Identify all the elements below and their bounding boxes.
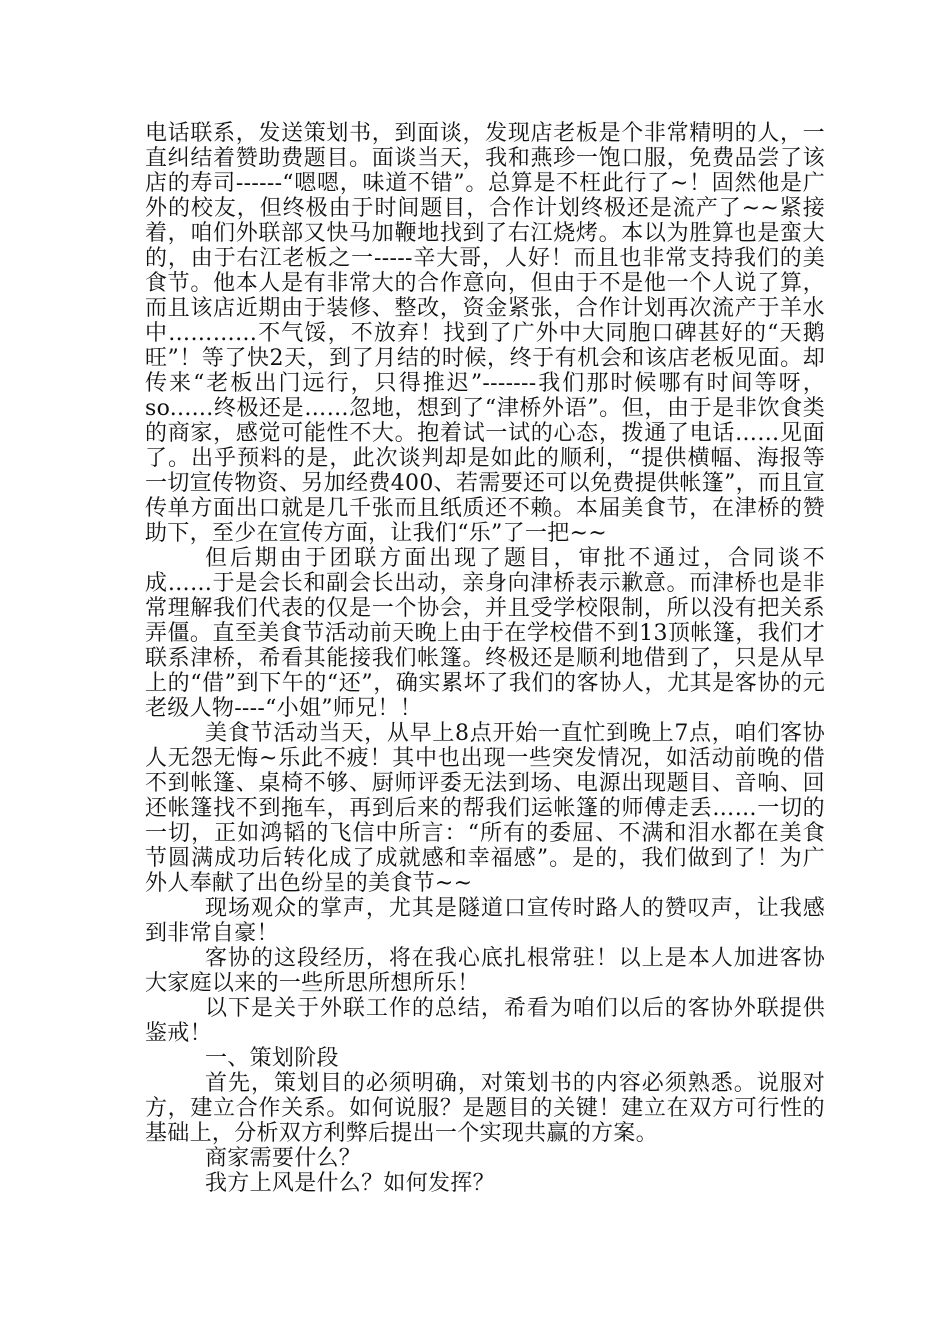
paragraph-sponsor-search: 电话联系，发送策划书，到面谈，发现店老板是个非常精明的人，一直纠结着赞助费题目。面谈当天，我和燕珍一饱口服，免费品尝了该店的寿司------“嗯嗯，味道不错”。总算是不枉此行了~！固然他是广外的校友，但终极由于时间题目，合作计划终极还是流产了~~紧接着，咱们外联部又快马加鞭地找到了右江烧烤。本以为胜算也是蛮大的，由于右江老板之一-----辛大哥，人好！而且也非常支持我们的美食节。他本人是有非常大的合作意向，但由于不是他一个人说了算，而且该店近期由于装修、整改，资金紧张，合作计划再次流产于羊水中…………不气馁，不放弃！找到了广外中大同胞口碑甚好的“天鹅旺”！等了快2天，到了月结的时候，终于有机会和该店老板见面。却传来“老板出门远行，只得推迟”-------我们那时候哪有时间等呀，so......终极还是……忽地，想到了“津桥外语”。但，由于是非饮食类的商家，感觉可能性不大。抱着试一试的心态，拨通了电话……见面了。出乎预料的是，此次谈判却是如此的顺利，“提供横幅、海报等一切宣传物资、另加经费400、若需要还可以免费提供帐篷”，而且宣传单方面出口就是几千张而且纸质还不赖。本届美食节，在津桥的赞助下，至少在宣传方面，让我们“乐”了一把~~ [145, 121, 825, 546]
section-heading-planning: 一、策划阶段 [205, 1046, 339, 1071]
paragraph-planning-first: 首先，策划目的必须明确，对策划书的内容必须熟悉。说服对方，建立合作关系。如何说服？是题目的关键！建立在双方可行性的基础上，分析双方利弊后提出一个实现共赢的方案。 [145, 1071, 825, 1146]
question-our-advantage: 我方上风是什么？如何发挥？ [205, 1171, 495, 1196]
paragraph-audience-applause: 现场观众的掌声，尤其是隧道口宣传时路人的赞叹声，让我感到非常自豪！ [145, 896, 825, 946]
paragraph-summary-intro: 以下是关于外联工作的总结，希看为咱们以后的客协外联提供鉴戒！ [145, 996, 825, 1046]
paragraph-experience-reflection: 客协的这段经历，将在我心底扎根常驻！以上是本人加进客协大家庭以来的一些所思所想所乐！ [145, 946, 825, 996]
question-merchant-needs: 商家需要什么？ [205, 1146, 362, 1171]
paragraph-event-day: 美食节活动当天，从早上8点开始一直忙到晚上7点，咱们客协人无怨无悔~乐此不疲！其中也出现一些突发情况，如活动前晚的借不到帐篷、桌椅不够、厨师评委无法到场、电源出现题目、音响、回还帐篷找不到拖车，再到后来的帮我们运帐篷的师傅走丢……一切的一切，正如鸿韬的飞信中所言：“所有的委屈、不满和泪水都在美食节圆满成功后转化成了成就感和幸福感”。是的，我们做到了！为广外人奉献了出色纷呈的美食节~~ [145, 721, 825, 896]
paragraph-tent-borrowing: 但后期由于团联方面出现了题目，审批不通过，合同谈不成……于是会长和副会长出动，亲身向津桥表示歉意。而津桥也是非常理解我们代表的仅是一个协会，并且受学校限制，所以没有把关系弄僵。直至美食节活动前天晚上由于在学校借不到13顶帐篷，我们才联系津桥，希看其能接我们帐篷。终极还是顺利地借到了，只是从早上的“借”到下午的“还”，确实累坏了我们的客协人，尤其是客协的元老级人物----“小姐”师兄！！ [145, 546, 825, 721]
document-page [145, 121, 825, 1196]
